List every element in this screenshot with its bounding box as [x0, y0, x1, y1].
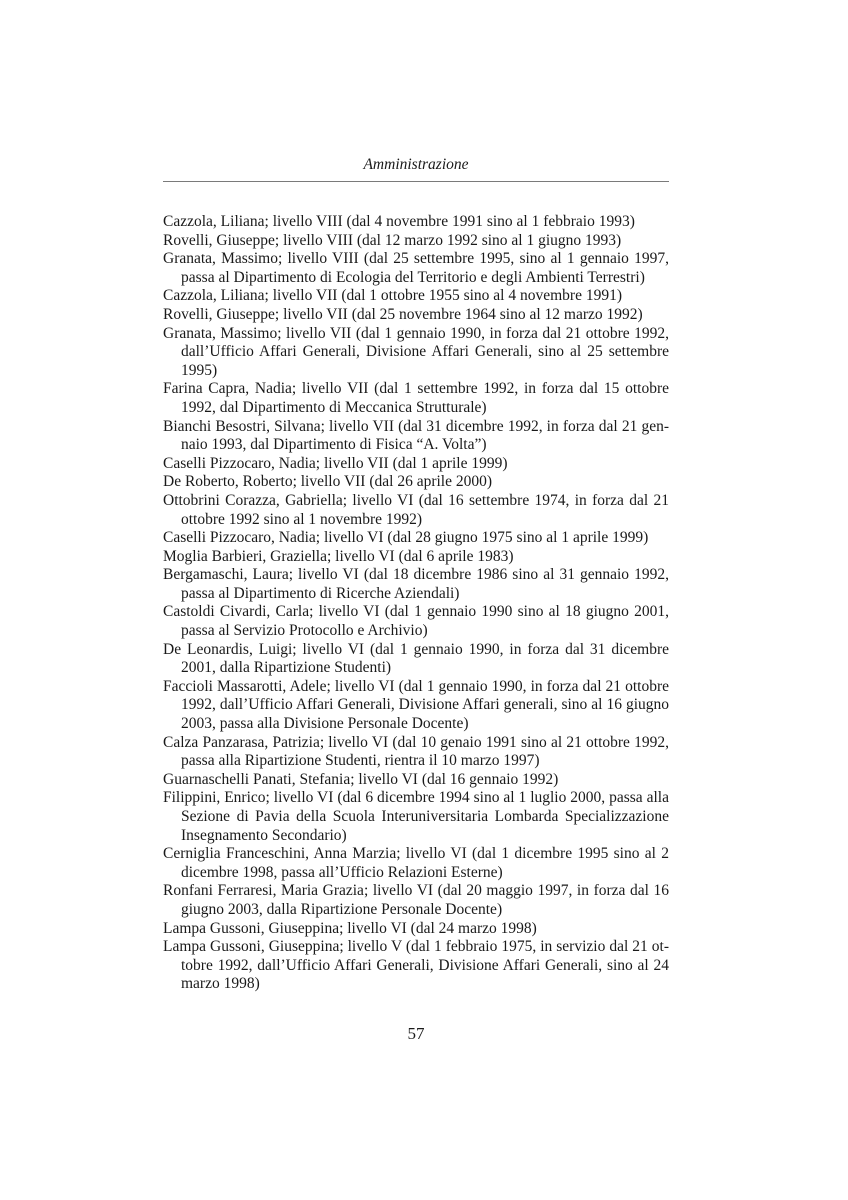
- staff-entry: Bianchi Besostri, Silvana; livello VII (dal 31 dicembre 1992, in forza dal 21 gennaio 1993, dal Dipartimento di Fisica “A. Volta”): [163, 417, 669, 454]
- staff-entry: Bergamaschi, Laura; livello VI (dal 18 dicembre 1986 sino al 31 gennaio 1992, passa al Dipartimento di Ricerche Aziendali): [163, 566, 669, 602]
- staff-entry: Filippini, Enrico; livello VI (dal 6 dicembre 1994 sino al 1 luglio 2000, passa alla Sezione di Pavia della Scuola Interuniversitaria Lombarda Specializzazione Insegnamento Secondario): [163, 789, 669, 844]
- staff-entry: Caselli Pizzocaro, Nadia; livello VII (dal 1 aprile 1999): [163, 454, 508, 472]
- staff-entry: Faccioli Massarotti, Adele; livello VI (dal 1 gennaio 1990, in forza dal 21 ottobre 1992, dall’Ufficio Affari Generali, Divisione Affari generali, sino al 16 giugno 2003, passa alla Divisione Personale Docente): [163, 677, 669, 733]
- staff-entry: Rovelli, Giuseppe; livello VIII (dal 12 marzo 1992 sino al 1 giugno 1993): [163, 231, 622, 249]
- staff-entry: Caselli Pizzocaro, Nadia; livello VI (dal 28 giugno 1975 sino al 1 aprile 1999): [163, 529, 649, 547]
- staff-entry: Cazzola, Liliana; livello VII (dal 1 ottobre 1955 sino al 4 novembre 1991): [163, 287, 622, 305]
- staff-entry: Granata, Massimo; livello VII (dal 1 gennaio 1990, in forza dal 21 ottobre 1992, dall’Ufficio Affari Generali, Divisione Affari Generali, sino al 25 settembre 1995): [163, 324, 669, 379]
- staff-entry: Cerniglia Franceschini, Anna Marzia; livello VI (dal 1 dicembre 1995 sino al 2 dicembre 1998, passa all’Ufficio Relazioni Esterne): [163, 845, 669, 881]
- staff-entry: Granata, Massimo; livello VIII (dal 25 settembre 1995, sino al 1 gennaio 1997, passa al Dipartimento di Ecologia del Territorio e degli Ambienti Terrestri): [163, 250, 669, 286]
- staff-entry: Lampa Gussoni, Giuseppina; livello V (dal 1 febbraio 1975, in servizio dal 21 ottobre 1992, dall’Ufficio Affari Generali, Divisione Affari Generali, sino al 24 marzo 1998): [163, 938, 669, 993]
- staff-entry: De Roberto, Roberto; livello VII (dal 26 aprile 2000): [163, 473, 493, 491]
- staff-entry: Cazzola, Liliana; livello VIII (dal 4 novembre 1991 sino al 1 febbraio 1993): [163, 213, 635, 230]
- staff-entry-list: [163, 213, 669, 994]
- staff-entry: Guarnaschelli Panati, Stefania; livello VI (dal 16 gennaio 1992): [163, 770, 559, 788]
- page-number: 57: [407, 1024, 425, 1043]
- staff-entry: Lampa Gussoni, Giuseppina; livello VI (dal 24 marzo 1998): [163, 919, 537, 937]
- staff-entry: Ronfani Ferraresi, Maria Grazia; livello VI (dal 20 maggio 1997, in forza dal 16 giugno 2003, dalla Ripartizione Personale Docente): [163, 882, 669, 918]
- staff-entry: Rovelli, Giuseppe; livello VII (dal 25 novembre 1964 sino al 12 marzo 1992): [163, 305, 643, 323]
- staff-entry: Calza Panzarasa, Patrizia; livello VI (dal 10 genaio 1991 sino al 21 ottobre 1992, passa alla Ripartizione Studenti, rientra il 10 marzo 1997): [163, 733, 669, 770]
- staff-entry: Moglia Barbieri, Graziella; livello VI (dal 6 aprile 1983): [163, 547, 514, 565]
- staff-entry: Farina Capra, Nadia; livello VII (dal 1 settembre 1992, in forza dal 15 ottobre 1992, dal Dipartimento di Meccanica Strutturale): [163, 380, 669, 416]
- staff-entry: Ottobrini Corazza, Gabriella; livello VI (dal 16 settembre 1974, in forza dal 21 ottobre 1992 sino al 1 novembre 1992): [163, 491, 669, 528]
- staff-entry: Castoldi Civardi, Carla; livello VI (dal 1 gennaio 1990 sino al 18 giugno 2001, passa al Servizio Protocollo e Archivio): [163, 603, 669, 640]
- staff-entry: De Leonardis, Luigi; livello VI (dal 1 gennaio 1990, in forza dal 31 dicembre 2001, dalla Ripartizione Studenti): [163, 640, 669, 677]
- header-rule: [163, 181, 669, 182]
- running-header: Amministrazione: [363, 156, 469, 173]
